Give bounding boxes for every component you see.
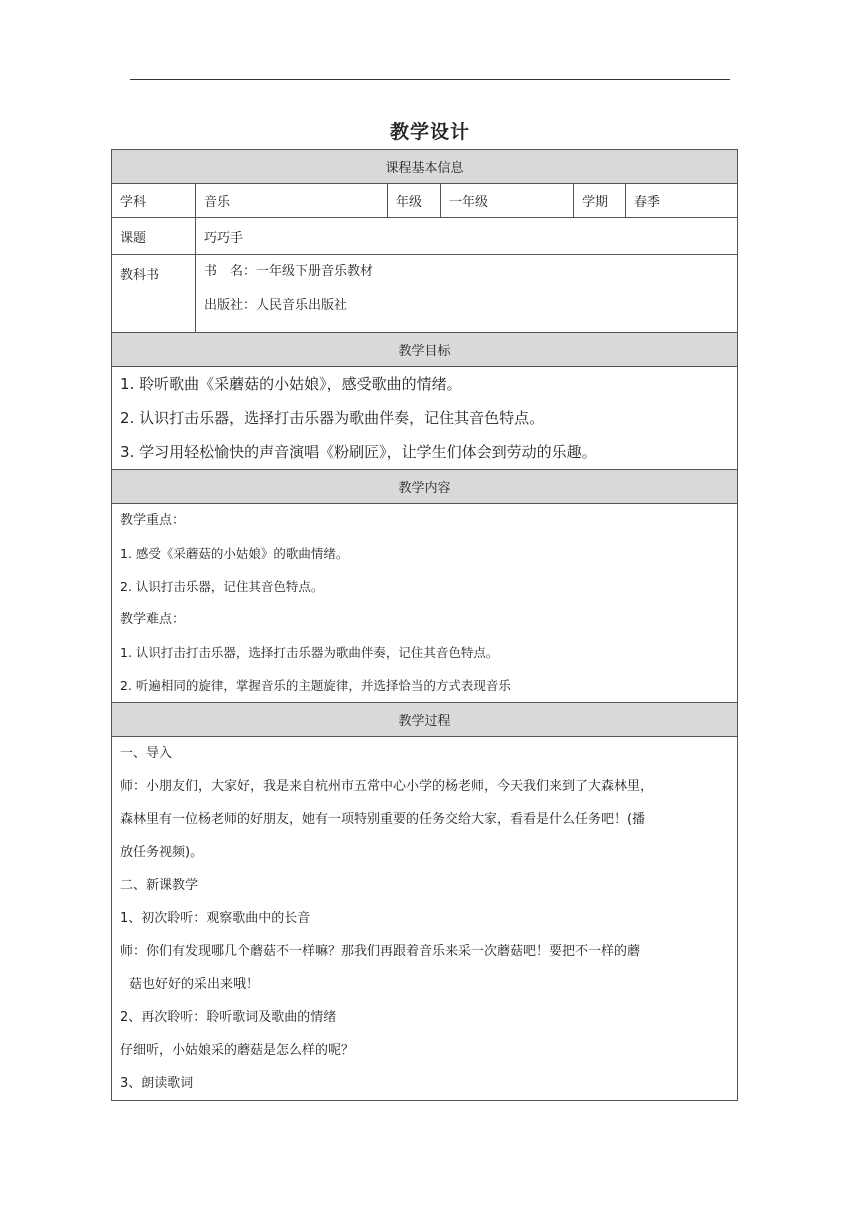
book-name: 书 名：一年级下册音乐教材 bbox=[204, 264, 374, 279]
term-value: 春季 bbox=[626, 184, 738, 218]
topic-label: 课题 bbox=[112, 218, 196, 255]
content-header-row bbox=[112, 470, 738, 504]
difficulty-label: 教学难点： bbox=[120, 612, 186, 627]
grade-value: 一年级 bbox=[441, 184, 574, 218]
subject-row bbox=[112, 184, 738, 218]
step1-text-line: 菇也好好的采出来哦！ bbox=[129, 977, 260, 992]
objectives-cell bbox=[112, 367, 738, 470]
subject-value: 音乐 bbox=[196, 184, 388, 218]
objective-item: 3. 学习用轻松愉快的声音演唱《粉刷匠》，让学生们体会到劳动的乐趣。 bbox=[120, 443, 597, 461]
objective-item: 1. 聆听歌曲《采蘑菇的小姑娘》，感受歌曲的情绪。 bbox=[120, 375, 462, 393]
textbook-cell bbox=[196, 255, 738, 333]
publisher: 出版社：人民音乐出版社 bbox=[204, 298, 348, 313]
process-header: 教学过程 bbox=[112, 703, 738, 737]
process-cell bbox=[112, 737, 738, 1101]
term-label: 学期 bbox=[574, 184, 626, 218]
key-point-item: 1. 感受《采蘑菇的小姑娘》的歌曲情绪。 bbox=[120, 546, 349, 561]
key-points-label: 教学重点： bbox=[120, 513, 186, 528]
subject-label: 学科 bbox=[112, 184, 196, 218]
key-point-item: 2. 认识打击乐器，记住其音色特点。 bbox=[120, 579, 324, 594]
step1-heading: 1、初次聆听：观察歌曲中的长音 bbox=[120, 911, 311, 926]
intro-text-line: 放任务视频)。 bbox=[120, 845, 204, 860]
document-title: 教学设计 bbox=[389, 121, 470, 143]
step3-heading: 3、朗读歌词 bbox=[120, 1076, 194, 1091]
step1-text-line: 师：你们有发现哪几个蘑菇不一样嘛？那我们再跟着音乐来采一次蘑菇吧！要把不一样的蘑 bbox=[120, 944, 641, 959]
process-header-row bbox=[112, 703, 738, 737]
process-row bbox=[112, 737, 738, 1101]
objectives-header: 教学目标 bbox=[112, 333, 738, 367]
difficulty-item: 2. 听遍相同的旋律，掌握音乐的主题旋律，并选择恰当的方式表现音乐 bbox=[120, 678, 511, 693]
textbook-label: 教科书 bbox=[112, 255, 196, 333]
lesson-plan-table bbox=[111, 149, 738, 1101]
basic-info-header-row bbox=[112, 150, 738, 184]
content-header: 教学内容 bbox=[112, 470, 738, 504]
difficulty-item: 1. 认识打击打击乐器，选择打击乐器为歌曲伴奏，记住其音色特点。 bbox=[120, 645, 499, 660]
intro-text-line: 森林里有一位杨老师的好朋友，她有一项特别重要的任务交给大家，看看是什么任务吧！(播 bbox=[120, 812, 646, 827]
intro-text-line: 师：小朋友们，大家好，我是来自杭州市五常中心小学的杨老师，今天我们来到了大森林里， bbox=[120, 779, 654, 794]
step2-text: 仔细听，小姑娘采的蘑菇是怎么样的呢？ bbox=[120, 1043, 355, 1058]
textbook-row bbox=[112, 255, 738, 333]
objectives-row bbox=[112, 367, 738, 470]
topic-row bbox=[112, 218, 738, 255]
topic-value: 巧巧手 bbox=[196, 218, 738, 255]
grade-label: 年级 bbox=[388, 184, 441, 218]
content-cell bbox=[112, 504, 738, 703]
content-row bbox=[112, 504, 738, 703]
new-lesson-heading: 二、新课教学 bbox=[120, 878, 199, 893]
step2-heading: 2、再次聆听：聆听歌词及歌曲的情绪 bbox=[120, 1010, 337, 1025]
intro-heading: 一、导入 bbox=[120, 746, 173, 761]
basic-info-header: 课程基本信息 bbox=[112, 150, 738, 184]
objective-item: 2. 认识打击乐器，选择打击乐器为歌曲伴奏，记住其音色特点。 bbox=[120, 409, 545, 427]
objectives-header-row bbox=[112, 333, 738, 367]
header-rule bbox=[130, 79, 730, 80]
